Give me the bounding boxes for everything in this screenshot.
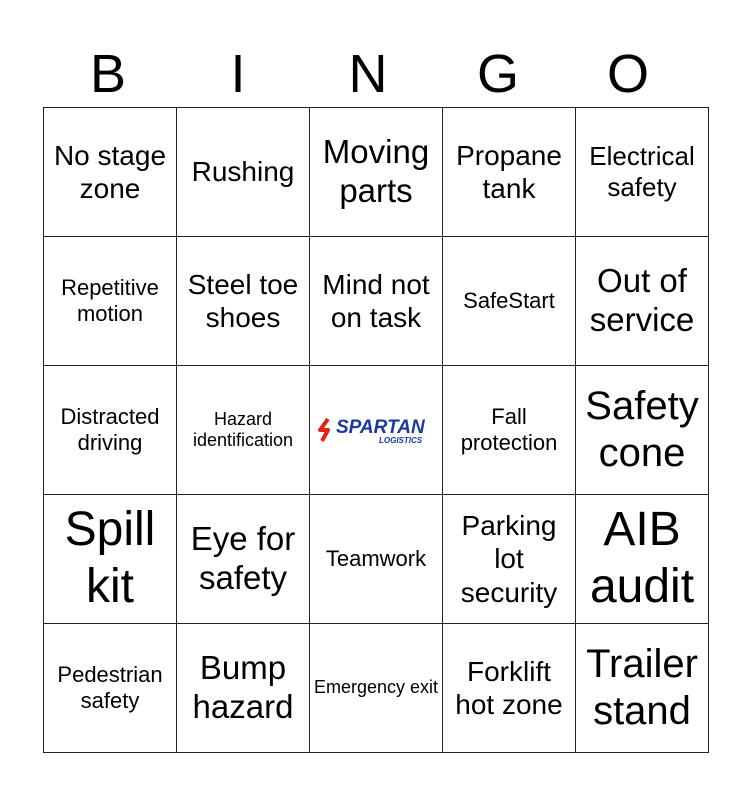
bingo-row: [44, 237, 709, 366]
bingo-cell[interactable]: Forklift hot zone: [443, 624, 576, 753]
bingo-cell[interactable]: Safety cone: [576, 366, 709, 495]
bingo-cell[interactable]: Trailer stand: [576, 624, 709, 753]
bingo-cell[interactable]: Fall protection: [443, 366, 576, 495]
bingo-cell[interactable]: Moving parts: [310, 108, 443, 237]
bingo-cell[interactable]: Electrical safety: [576, 108, 709, 237]
spartan-logistics-logo: [312, 413, 440, 447]
bingo-cell[interactable]: Bump hazard: [177, 624, 310, 753]
bingo-row: [44, 366, 709, 495]
header-letter-b: B: [89, 44, 127, 104]
bingo-cell[interactable]: No stage zone: [44, 108, 177, 237]
bingo-cell[interactable]: Rushing: [177, 108, 310, 237]
bingo-cell[interactable]: Distracted driving: [44, 366, 177, 495]
bingo-cell[interactable]: Repetitive motion: [44, 237, 177, 366]
spartan-logo-graphic: [314, 413, 438, 447]
free-space-logo-cell[interactable]: [310, 366, 443, 495]
bingo-cell[interactable]: Hazard identification: [177, 366, 310, 495]
bingo-row: [44, 624, 709, 753]
svg-text:SPARTAN: SPARTAN: [336, 417, 425, 438]
svg-text:LOGISTICS: LOGISTICS: [379, 436, 423, 445]
bingo-cell[interactable]: Emergency exit: [310, 624, 443, 753]
bingo-cell[interactable]: Spill kit: [44, 495, 177, 624]
bingo-cell[interactable]: Steel toe shoes: [177, 237, 310, 366]
bingo-cell[interactable]: Out of service: [576, 237, 709, 366]
bingo-cell[interactable]: Pedestrian safety: [44, 624, 177, 753]
bingo-header: [43, 40, 693, 108]
header-letter-o: O: [606, 44, 649, 104]
header-letter-i: I: [230, 44, 246, 104]
bingo-cell[interactable]: AIB audit: [576, 495, 709, 624]
bingo-cell[interactable]: Teamwork: [310, 495, 443, 624]
bingo-cell[interactable]: Propane tank: [443, 108, 576, 237]
header-letter-g: G: [476, 44, 519, 104]
bingo-row: [44, 495, 709, 624]
bingo-row: [44, 108, 709, 237]
header-letter-n: N: [348, 44, 388, 104]
swoosh-mark: [320, 419, 328, 441]
bingo-cell[interactable]: Parking lot security: [443, 495, 576, 624]
bingo-cell[interactable]: SafeStart: [443, 237, 576, 366]
bingo-card: [43, 107, 709, 753]
bingo-cell[interactable]: Eye for safety: [177, 495, 310, 624]
bingo-cell[interactable]: Mind not on task: [310, 237, 443, 366]
